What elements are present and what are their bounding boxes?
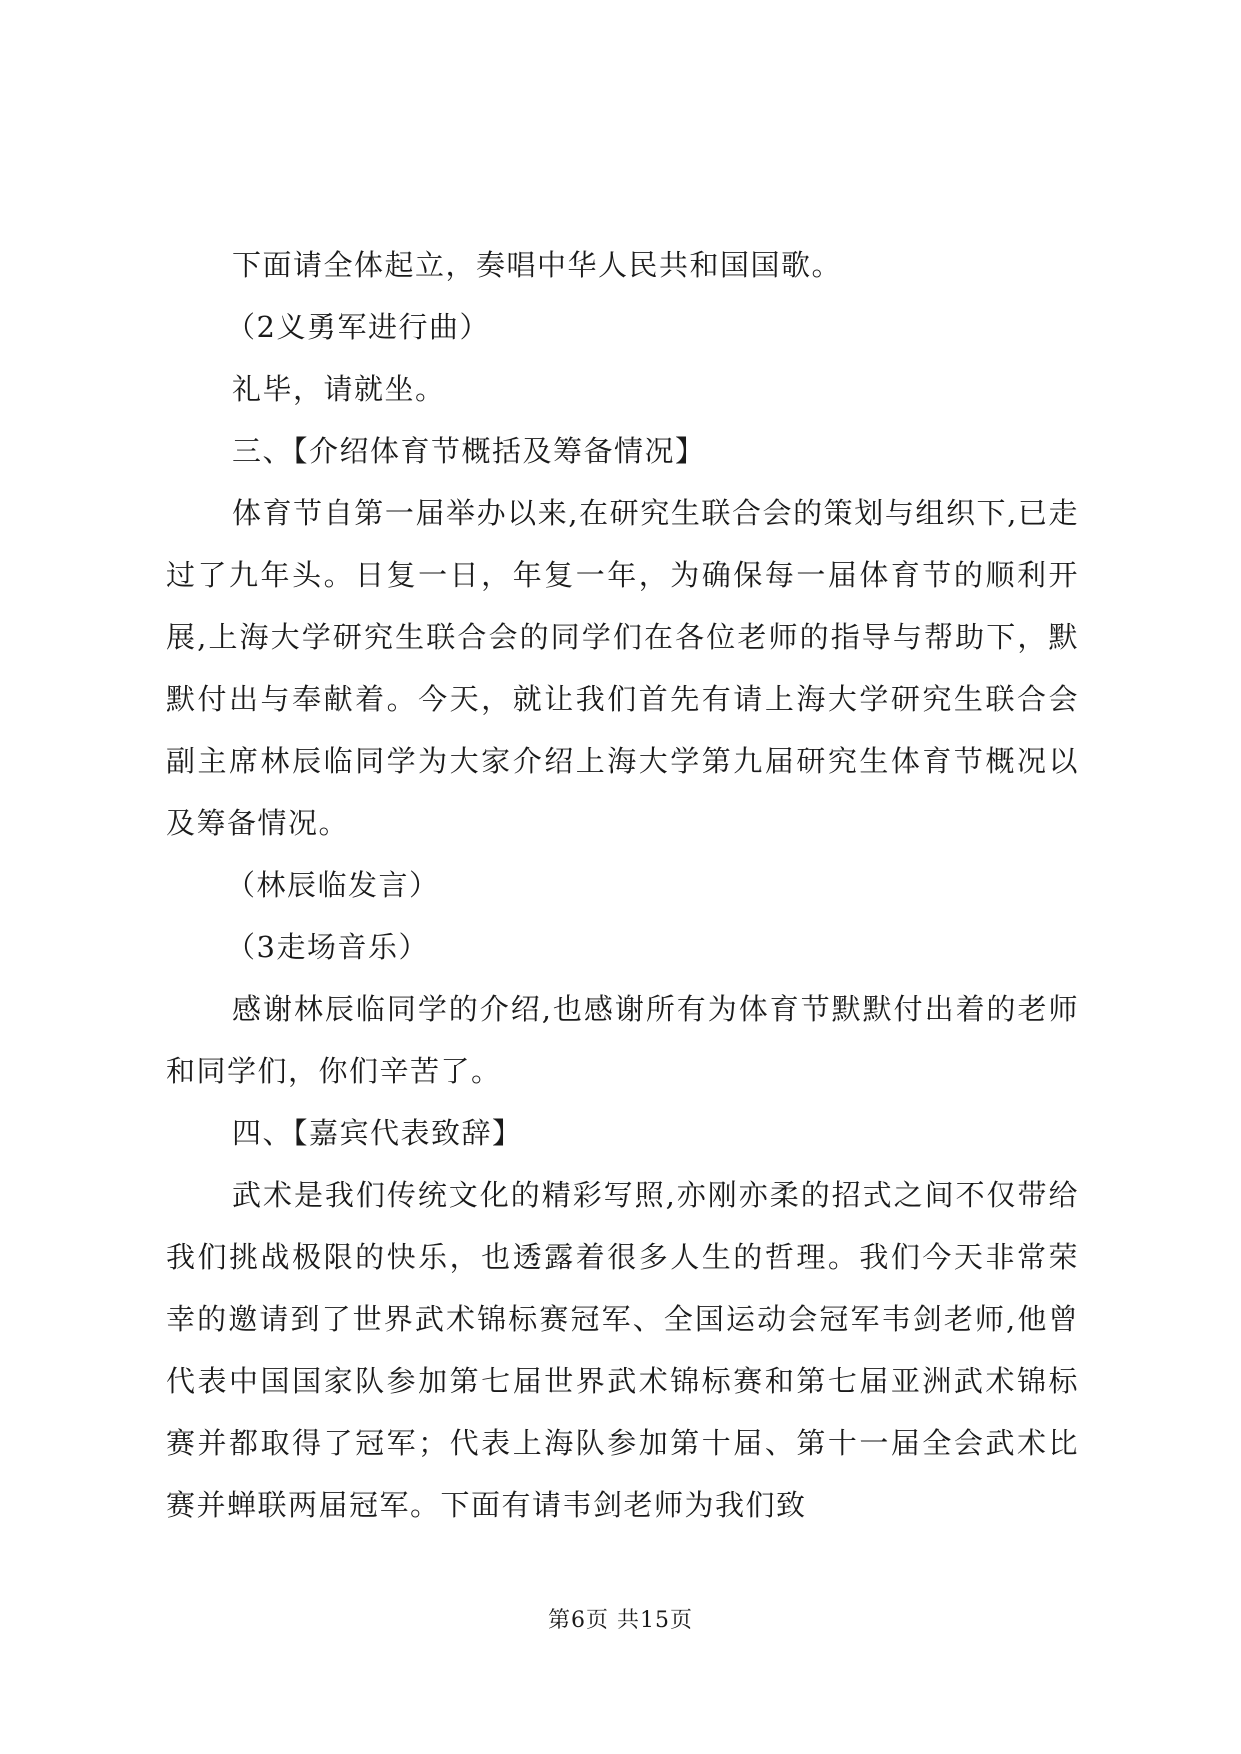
paragraph-speech-note: （林辰临发言） bbox=[226, 868, 440, 902]
paragraph-wushu: 武术是我们传统文化的精彩写照,亦刚亦柔的招式之间不仅带给我们挑战极限的快乐，也透露着很多人生的哲理。我们今天非常荣幸的邀请到了世界武术锦标赛冠军、全国运动会冠军韦剑老师,他曾代表中国国家队参加第七届世界武术锦标赛和第七届亚洲武术锦标赛并都取得了冠军；代表上海队参加第十届、第十一届全会武术比赛并蝉联两届冠军。下面有请韦剑老师为我们致 bbox=[166, 1178, 1079, 1522]
section-heading-3: 三、【介绍体育节概括及筹备情况】 bbox=[232, 434, 706, 468]
paragraph-anthem: 下面请全体起立，奏唱中华人民共和国国歌。 bbox=[232, 248, 843, 282]
paragraph-thanks: 感谢林辰临同学的介绍,也感谢所有为体育节默默付出着的老师和同学们，你们辛苦了。 bbox=[166, 992, 1079, 1088]
page-number-footer: 第6页 共15页 bbox=[548, 1608, 693, 1633]
section-heading-4: 四、【嘉宾代表致辞】 bbox=[232, 1116, 523, 1150]
paragraph-music-note: （3走场音乐） bbox=[226, 930, 429, 964]
document-body bbox=[166, 234, 1079, 1536]
paragraph-sit-down: 礼毕，请就坐。 bbox=[232, 372, 446, 406]
paragraph-sports-festival-intro: 体育节自第一届举办以来,在研究生联合会的策划与组织下,已走过了九年头。日复一日，年复一年，为确保每一届体育节的顺利开展,上海大学研究生联合会的同学们在各位老师的指导与帮助下，默默付出与奉献着。今天，就让我们首先有请上海大学研究生联合会副主席林辰临同学为大家介绍上海大学第九届研究生体育节概况以及筹备情况。 bbox=[166, 496, 1079, 840]
paragraph-march-note: （2义勇军进行曲） bbox=[226, 310, 490, 344]
